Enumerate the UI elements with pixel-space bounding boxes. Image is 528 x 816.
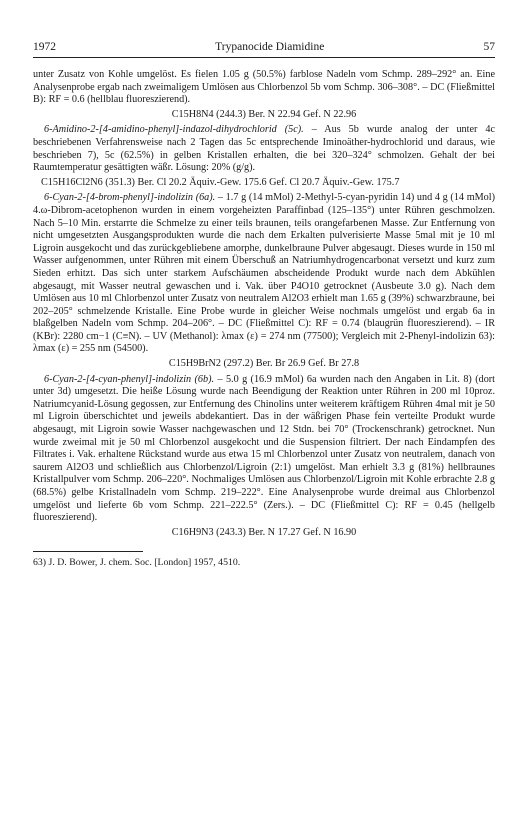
compound-title-5c: 6-Amidino-2-[4-amidino-phenyl]-indazol-dihydrochlorid (5c). [44, 124, 304, 136]
paper-page [33, 40, 495, 569]
analysis-formula-5b: C15H8N4 (244.3) Ber. N 22.94 Gef. N 22.96 [171, 108, 357, 120]
analysis-formula-5c: C15H16Cl2N6 (351.3) Ber. Cl 20.2 Äquiv.-Gew. 175.6 Gef. Cl 20.7 Äquiv.-Gew. 175.7 [41, 176, 400, 188]
header-page-number: 57 [483, 41, 495, 53]
header-year: 1972 [33, 41, 56, 53]
paragraph-6b-body: – 5.0 g (16.9 mMol) 6a wurden nach den Angaben in Lit. 8) (dort unter 3d) umgesetzt. Die heiße Lösung wurde nach Beendigung der Reaktion unter Rühren in 200 ml 10proz. Natriumcyanid-Lösung gegossen, zur Entfernung des Chinolins unter weiterem kräftigem Rühren 4mal mit je 50 ml Ligroin überschichtet und jeweils abdekantiert. Das in der wäßrigen Phase fein verteilte Produkt wurde abgesaugt, mit Ligroin sowie Wasser nachgewaschen und 12 Stdn. bei 70° (Trockenschrank) getrocknet. Nun wurde zweimal mit je 50 ml Chlorbenzol ausgekocht und die Suspension filtriert. Der nach Eindampfen des Filtrates i. Vak. erhaltene Rückstand wurde aus etwa 15 ml Chlorbenzol unter Zusatz von neutralem, danach von saurem Al2O3 und schließlich aus Chlorbenzol/Ligroin (2:1) umgelöst. Man erhielt 3.3 g (81%) hellbraunes Kristallpulver vom Schmp. 206–220°. Nochmaliges Umlösen aus Chlorbenzol/Ligroin mit Kohle erbrachte 2.8 g (68.5%) gelbe Kristallnadeln vom Schmp. 219–222°. Eine Analysenprobe wurde dreimal aus Chlorbenzol umgelöst und lieferte 6b vom Schmp. 221–222.5° (Zers.). – DC (Fließmittel C): RF = 0.45 (hellgelb fluoreszierend). [33, 373, 496, 524]
paragraph-5c-body: – Aus 5b wurde analog der unter 4c beschriebenen Verfahrensweise nach 2 Tagen das 5c entsprechende Iminoäther-hydrochlorid und daraus, wie beschrieben 7), 5c (62.5%) in gelben Kristallen erhalten, die bei 320–324° schmolzen. Gehalt der bei Raumtemperatur gesättigten wäßr. Lösung: 20% (g/g). [33, 124, 495, 174]
paragraph-6a-body: – 1.7 g (14 mMol) 2-Methyl-5-cyan-pyridin 14) und 4 g (14 mMol) 4.ω-Dibrom-acetophenon wurden in einem vorgeheizten Paraffinbad (125–135°) unter Rühren geschmolzen. Nach 5–10 Min. erstarrte die Schmelze zu einer teils braunen, teils orangefarbenen Masse. Zur Entfernung von nicht umgesetzten Ausgangsprodukten wurde die nach dem Erkalten pulverisierte Masse 5mal mit je 10 ml Ligroin ausgekocht und das zurückgebliebene amorphe, dunkelbraune Pulver abgesaugt. Dieses wurde in 150 ml Wasser aufgenommen, unter Rühren mit einem Überschuß an Natriumhydrogencarbonat versetzt und kurz zum Sieden erhitzt. Das sich unter starkem Aufschäumen abscheidende Produkt wurde nach dem Abkühlen abgesaugt, mit Wasser neutral gewaschen und i. Vak. über P4O10 getrocknet (Ausbeute 3.0 g). Nach dem Umlösen aus 10 ml Chlorbenzol unter Zusatz von neutralem Al2O3 erhielt man 1.65 g (39%) schwarzbraune, bei 202–205° schmelzende Kristalle. Eine Probe wurde in gleicher Weise nochmals umgelöst und ergab 6a in blaßgelben Nadeln vom Schmp. 204–206°. – DC (Fließmittel C): RF = 0.74 (blaugrün fluoreszierend). – IR (KBr): 2280 cm−1 (C≡N). – UV (Methanol): λmax (ε) = 274 nm (77500); Vergleich mit 2-Phenyl-indolizin 63): λmax (ε) = 255 nm (54500). [33, 192, 495, 355]
paragraph-6b [33, 374, 495, 525]
footnote-rule [33, 551, 143, 552]
analysis-formula-6a: C15H9BrN2 (297.2) Ber. Br 26.9 Gef. Br 27.8 [168, 358, 360, 370]
analysis-formula-6b: C16H9N3 (243.3) Ber. N 17.27 Gef. N 16.90 [171, 526, 357, 538]
header-title: Trypanocide Diamidine [215, 41, 325, 53]
running-header [33, 40, 495, 54]
compound-title-6b: 6-Cyan-2-[4-cyan-phenyl]-indolizin (6b). [44, 373, 215, 385]
paragraph-6a [33, 192, 495, 356]
paragraph-5c [33, 124, 495, 174]
footnote-63: 63) J. D. Bower, J. chem. Soc. [London] 1957, 4510. [33, 557, 241, 569]
compound-title-6a: 6-Cyan-2-[4-brom-phenyl]-indolizin (6a). [44, 192, 216, 204]
paragraph-5b-continuation: unter Zusatz von Kohle umgelöst. Es fielen 1.05 g (50.5%) farblose Nadeln vom Schmp. 289–292° an. Eine Analysenprobe ergab nach zweimaligem Umlösen aus Chlorbenzol 5b vom Schmp. 306–308°. – DC (Fließmittel B): RF = 0.6 (hellblau fluoreszierend). [33, 69, 495, 106]
header-rule [33, 57, 495, 58]
